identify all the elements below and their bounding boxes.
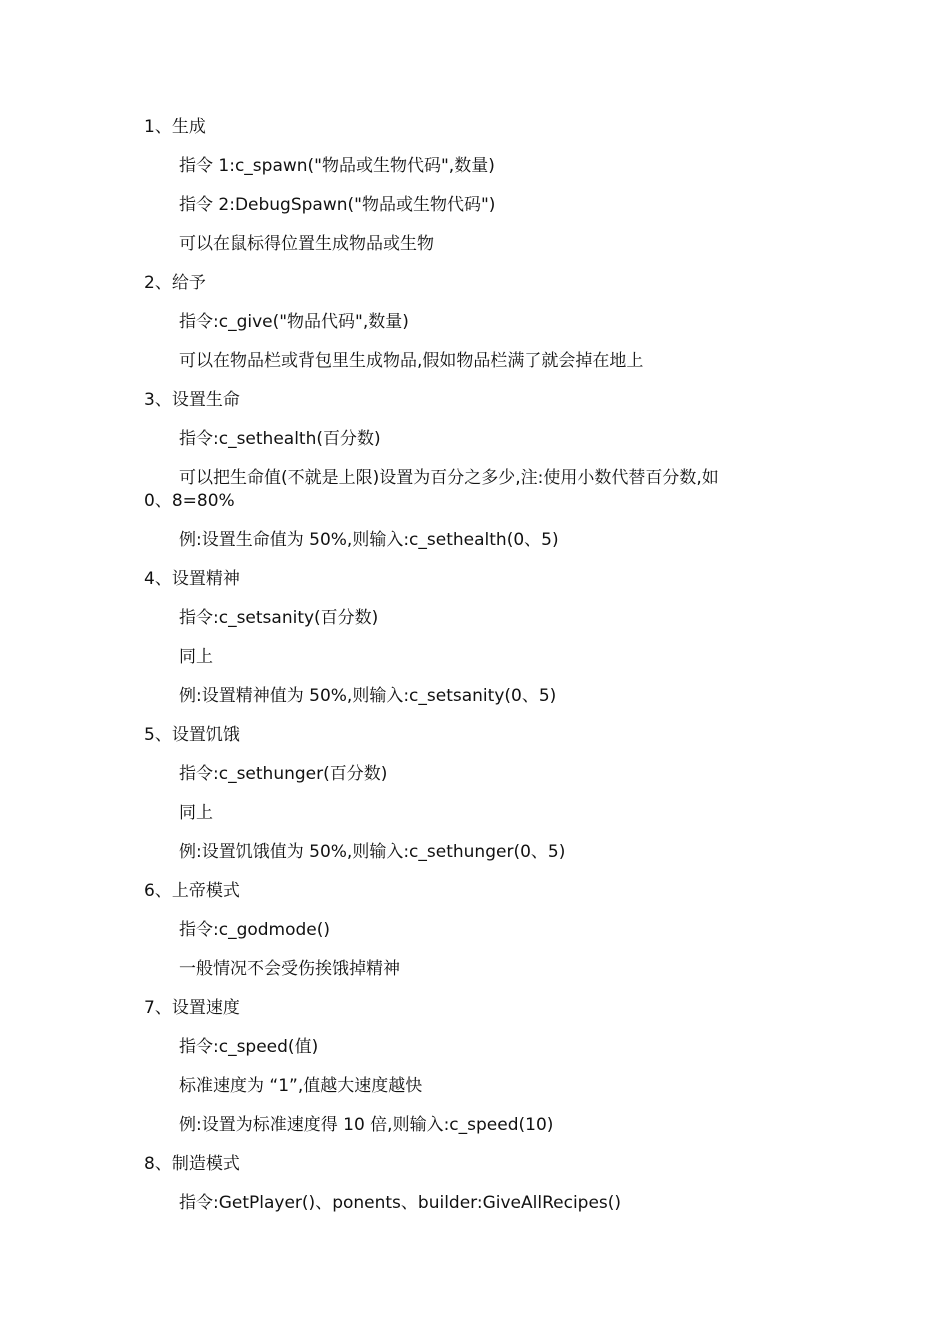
command-line: 指令:c_sethunger(百分数)	[179, 763, 388, 784]
command-line: 指令:c_sethealth(百分数)	[179, 429, 381, 449]
example-line: 例:设置饥饿值为 50%,则输入:c_sethunger(0、5)	[179, 841, 566, 862]
document-content	[144, 116, 754, 1231]
section-heading: 2、给予	[144, 273, 206, 293]
command-line: 指令:c_speed(值)	[179, 1036, 319, 1057]
command-line: 指令 1:c_spawn("物品或生物代码",数量)	[179, 156, 495, 176]
description-line: 一般情况不会受伤挨饿掉精神	[179, 958, 400, 979]
example-line: 例:设置为标准速度得 10 倍,则输入:c_speed(10)	[179, 1114, 554, 1135]
section-heading: 5、设置饥饿	[144, 724, 240, 745]
section-heading: 3、设置生命	[144, 390, 240, 410]
example-line: 例:设置精神值为 50%,则输入:c_setsanity(0、5)	[179, 685, 557, 706]
description-line-wrapped: 可以把生命值(不就是上限)设置为百分之多少,注:使用小数代替百分数,如	[179, 468, 719, 488]
description-line: 可以在鼠标得位置生成物品或生物	[179, 234, 434, 254]
section-heading: 7、设置速度	[144, 997, 240, 1018]
command-line: 指令:GetPlayer()、ponents、builder:GiveAllRecipes()	[179, 1192, 622, 1213]
command-line: 指令:c_godmode()	[179, 919, 331, 940]
command-line: 指令 2:DebugSpawn("物品或生物代码")	[179, 195, 496, 215]
section-heading: 8、制造模式	[144, 1153, 240, 1174]
section-heading: 6、上帝模式	[144, 880, 240, 901]
section-heading: 1、生成	[144, 117, 206, 137]
example-line: 例:设置生命值为 50%,则输入:c_sethealth(0、5)	[179, 529, 559, 550]
description-line: 可以在物品栏或背包里生成物品,假如物品栏满了就会掉在地上	[179, 351, 644, 371]
description-line: 同上	[179, 802, 213, 823]
command-line: 指令:c_setsanity(百分数)	[179, 607, 379, 628]
description-line-continuation: 0、8=80%	[144, 490, 235, 511]
description-line: 标准速度为 “1”,值越大速度越快	[179, 1075, 423, 1096]
command-line: 指令:c_give("物品代码",数量)	[179, 312, 409, 332]
description-line: 同上	[179, 646, 213, 667]
section-heading: 4、设置精神	[144, 568, 240, 589]
